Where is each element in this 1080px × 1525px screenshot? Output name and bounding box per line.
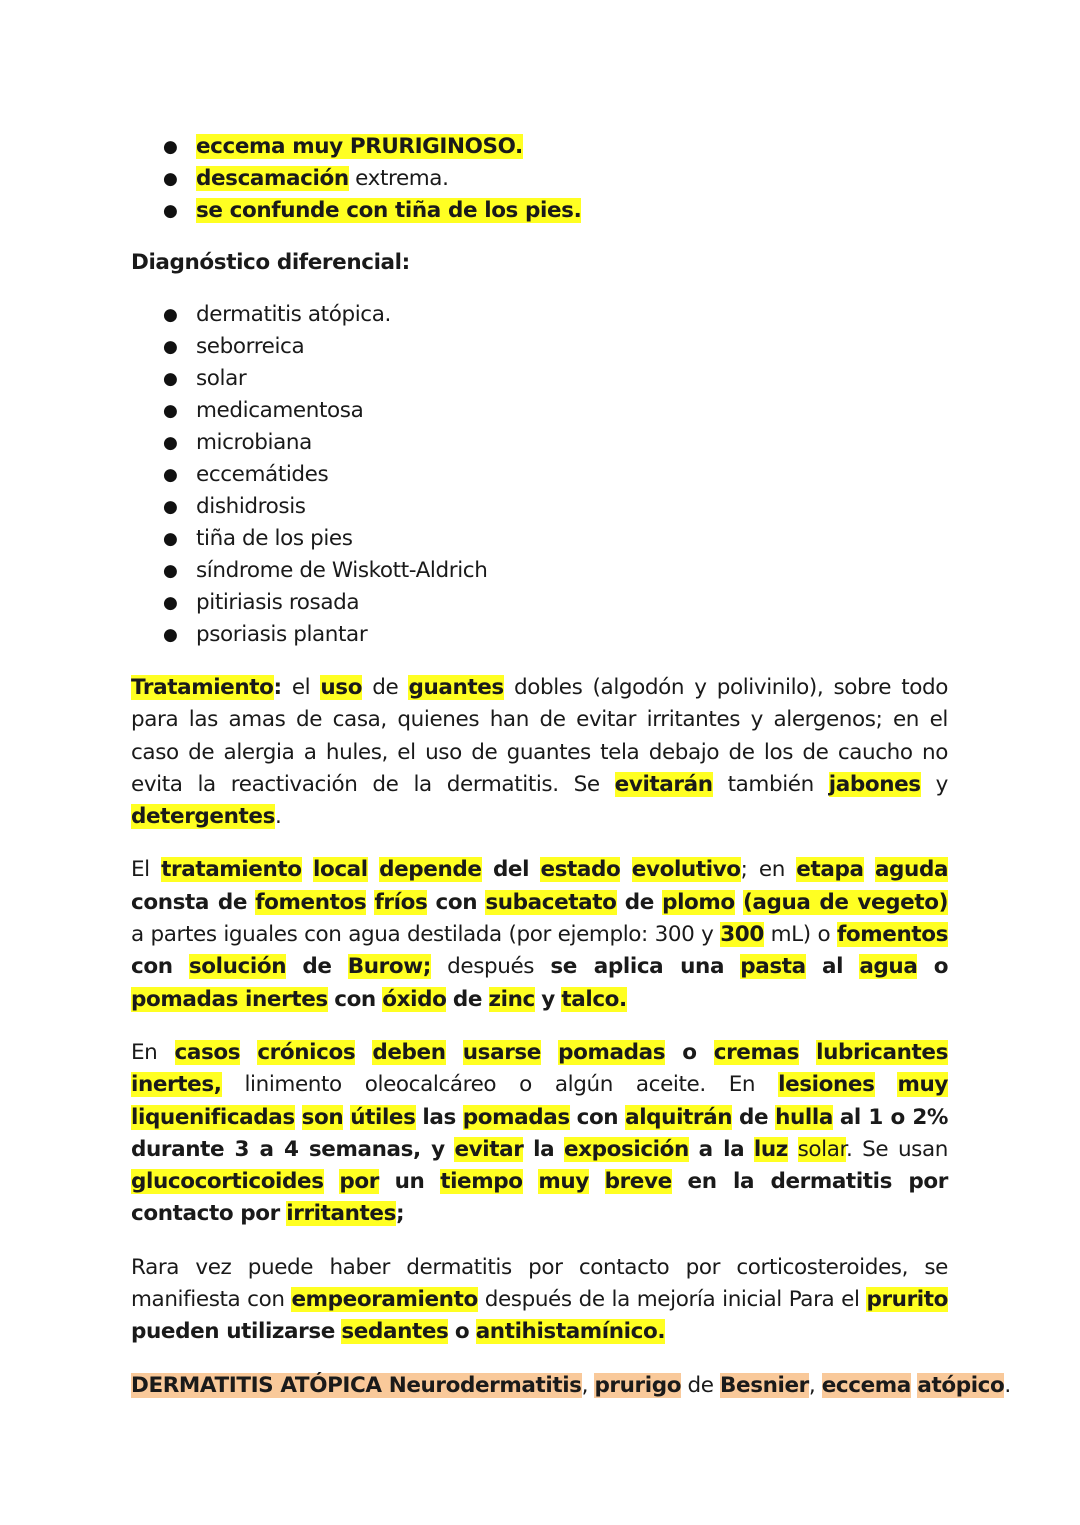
list-item bbox=[131, 195, 948, 227]
highlighted-text: detergentes bbox=[131, 804, 275, 830]
highlighted-text: evolutivo bbox=[631, 857, 741, 883]
highlighted-text: empeoramiento bbox=[291, 1287, 478, 1313]
text: . Se usan bbox=[846, 1136, 948, 1162]
highlighted-text: DERMATITIS ATÓPICA Neurodermatitis bbox=[131, 1372, 582, 1398]
list-item: ● eccemátides bbox=[131, 459, 948, 491]
highlighted-text: útiles bbox=[350, 1104, 416, 1130]
text: de bbox=[624, 889, 654, 915]
text: un bbox=[394, 1169, 425, 1195]
paragraph-casos-cronicos bbox=[131, 1037, 948, 1231]
highlighted-text: inertes, bbox=[131, 1072, 222, 1098]
list-item: ● seborreica bbox=[131, 331, 948, 363]
highlighted-text: pomadas inertes bbox=[131, 986, 328, 1012]
highlighted-text: se confunde con tiña de los pies. bbox=[196, 198, 582, 223]
text: o bbox=[454, 1319, 470, 1345]
text: de bbox=[681, 1372, 721, 1398]
text: y bbox=[920, 771, 949, 797]
list-item: ● tiña de los pies bbox=[131, 523, 948, 555]
highlighted-text: atópico bbox=[917, 1372, 1005, 1398]
highlighted-text: breve bbox=[604, 1169, 672, 1195]
highlighted-text: por bbox=[339, 1169, 379, 1195]
text: . bbox=[1004, 1372, 1011, 1398]
text: al 1 o 2% durante 3 a 4 semanas, y bbox=[131, 1104, 949, 1162]
paragraph-corticosteroides bbox=[131, 1252, 948, 1349]
differential-diagnosis-list bbox=[131, 299, 948, 651]
text: y bbox=[541, 986, 555, 1012]
list-item bbox=[131, 163, 948, 195]
text: se aplica una bbox=[550, 954, 725, 980]
list-item: ● psoriasis plantar bbox=[131, 619, 948, 651]
text: pueden utilizarse bbox=[131, 1319, 335, 1345]
highlighted-text: liquenificadas bbox=[131, 1104, 295, 1130]
highlighted-text: son bbox=[301, 1104, 344, 1130]
paragraph-tratamiento bbox=[131, 672, 948, 833]
highlighted-text: exposición bbox=[563, 1136, 689, 1162]
highlighted-text: eccema bbox=[821, 1372, 911, 1398]
highlighted-text: prurigo bbox=[594, 1372, 682, 1398]
list-item: ● síndrome de Wiskott-Aldrich bbox=[131, 555, 948, 587]
text: a partes iguales con agua destilada (por ejemplo: 300 y bbox=[131, 922, 721, 948]
highlighted-text: Burow; bbox=[347, 954, 431, 980]
text: En bbox=[131, 1039, 175, 1065]
text: ; bbox=[396, 1201, 405, 1227]
section-title-dermatitis-atopica bbox=[131, 1370, 1011, 1402]
text: también bbox=[712, 771, 829, 797]
highlighted-text: talco. bbox=[561, 986, 627, 1012]
highlighted-text: tiempo bbox=[440, 1169, 523, 1195]
highlighted-text: lesiones bbox=[778, 1072, 875, 1098]
text: ; en bbox=[740, 857, 797, 883]
highlighted-text: glucocorticoides bbox=[131, 1169, 324, 1195]
text: o bbox=[682, 1039, 697, 1065]
highlighted-text: fríos bbox=[374, 889, 428, 915]
highlighted-text: agua bbox=[859, 954, 918, 980]
highlighted-text: zinc bbox=[488, 986, 535, 1012]
highlighted-text: evitar bbox=[454, 1136, 524, 1162]
text: linimento oleocalcáreo o algún aceite. En bbox=[221, 1072, 779, 1098]
text: de bbox=[362, 675, 409, 700]
highlighted-text: Besnier bbox=[720, 1372, 809, 1398]
highlighted-text: eccema muy PRURIGINOSO. bbox=[196, 134, 523, 159]
text: de bbox=[452, 986, 483, 1012]
highlighted-text: guantes bbox=[408, 675, 504, 700]
highlighted-text: pomadas bbox=[462, 1104, 570, 1130]
highlighted-text: solución bbox=[188, 954, 287, 980]
text: consta de bbox=[131, 889, 248, 915]
text: dobles (algodón y polivinilo), sobre todo para las amas de casa, quienes han de evitar irritantes y alergenos; en el caso de alergia a hules, el uso de guantes tela debajo de los de caucho no evita la reactivación de la dermatitis. Se bbox=[131, 675, 948, 797]
highlighted-text: estado bbox=[540, 857, 621, 883]
highlighted-text: aguda bbox=[874, 857, 949, 883]
highlighted-text: deben bbox=[372, 1039, 446, 1065]
highlighted-text: cremas bbox=[713, 1039, 799, 1065]
list-item bbox=[131, 131, 948, 163]
highlighted-text: fomentos bbox=[255, 889, 367, 915]
highlighted-text: evitarán bbox=[614, 771, 713, 797]
text: , bbox=[808, 1372, 822, 1398]
highlighted-text: Tratamiento bbox=[131, 675, 274, 700]
highlighted-text: muy bbox=[538, 1169, 589, 1195]
highlighted-text: jabones bbox=[828, 771, 921, 797]
text: el bbox=[281, 675, 321, 700]
highlighted-text: (agua de vegeto) bbox=[743, 889, 949, 915]
highlighted-text: luz bbox=[753, 1136, 788, 1162]
text: después bbox=[430, 954, 551, 980]
symptom-list bbox=[131, 131, 948, 227]
highlighted-text: antihistamínico. bbox=[475, 1319, 666, 1345]
highlighted-text: prurito bbox=[866, 1287, 948, 1313]
text: las bbox=[422, 1104, 456, 1130]
highlighted-text: lubricantes bbox=[816, 1039, 948, 1065]
list-item: ● pitiriasis rosada bbox=[131, 587, 948, 619]
highlighted-text: óxido bbox=[382, 986, 447, 1012]
highlighted-text: etapa bbox=[796, 857, 864, 883]
text: con bbox=[576, 1104, 619, 1130]
highlighted-text: irritantes bbox=[286, 1201, 396, 1227]
list-item: ● dermatitis atópica. bbox=[131, 299, 948, 331]
text: a la bbox=[698, 1136, 745, 1162]
highlighted-text: solar bbox=[797, 1136, 846, 1162]
highlighted-text: subacetato bbox=[485, 889, 617, 915]
section-heading: Diagnóstico diferencial: bbox=[131, 250, 410, 275]
highlighted-text: crónicos bbox=[257, 1039, 356, 1065]
text: : bbox=[273, 675, 282, 700]
text: después de la mejoría inicial Para el bbox=[477, 1287, 867, 1313]
text: del bbox=[492, 857, 530, 883]
text: en la dermatitis por contacto por bbox=[131, 1169, 948, 1227]
list-item: ● dishidrosis bbox=[131, 491, 948, 523]
list-item: ● microbiana bbox=[131, 427, 948, 459]
text: con bbox=[435, 889, 478, 915]
highlighted-text: 300 bbox=[720, 922, 764, 948]
highlighted-text: muy bbox=[897, 1072, 948, 1098]
text: o bbox=[933, 954, 949, 980]
highlighted-text: local bbox=[312, 857, 368, 883]
text: , bbox=[581, 1372, 595, 1398]
text: mL) o bbox=[763, 922, 837, 948]
text: . bbox=[274, 804, 282, 830]
text: El bbox=[131, 857, 162, 883]
highlighted-text: pomadas bbox=[558, 1039, 666, 1065]
paragraph-tratamiento-local bbox=[131, 854, 948, 1015]
text: de bbox=[739, 1104, 769, 1130]
list-item: ● solar bbox=[131, 363, 948, 395]
highlighted-text: descamación bbox=[196, 166, 349, 191]
highlighted-text: tratamiento bbox=[161, 857, 302, 883]
highlighted-text: pasta bbox=[740, 954, 806, 980]
text: de bbox=[302, 954, 332, 980]
highlighted-text: sedantes bbox=[341, 1319, 449, 1345]
highlighted-text: casos bbox=[174, 1039, 241, 1065]
text: la bbox=[533, 1136, 555, 1162]
list-item-text: extrema. bbox=[348, 166, 449, 191]
highlighted-text: plomo bbox=[662, 889, 735, 915]
text: con bbox=[334, 986, 376, 1012]
text: Rara vez puede haber dermatitis por contacto por corticosteroides, se manifiesta con bbox=[131, 1254, 948, 1313]
list-item: ● medicamentosa bbox=[131, 395, 948, 427]
highlighted-text: depende bbox=[379, 857, 482, 883]
highlighted-text: hulla bbox=[775, 1104, 833, 1130]
highlighted-text: fomentos bbox=[836, 922, 949, 948]
highlighted-text: alquitrán bbox=[625, 1104, 733, 1130]
highlighted-text: uso bbox=[320, 675, 363, 700]
text: con bbox=[131, 954, 173, 980]
document-content bbox=[131, 131, 1011, 1402]
text: al bbox=[822, 954, 844, 980]
highlighted-text: usarse bbox=[462, 1039, 541, 1065]
